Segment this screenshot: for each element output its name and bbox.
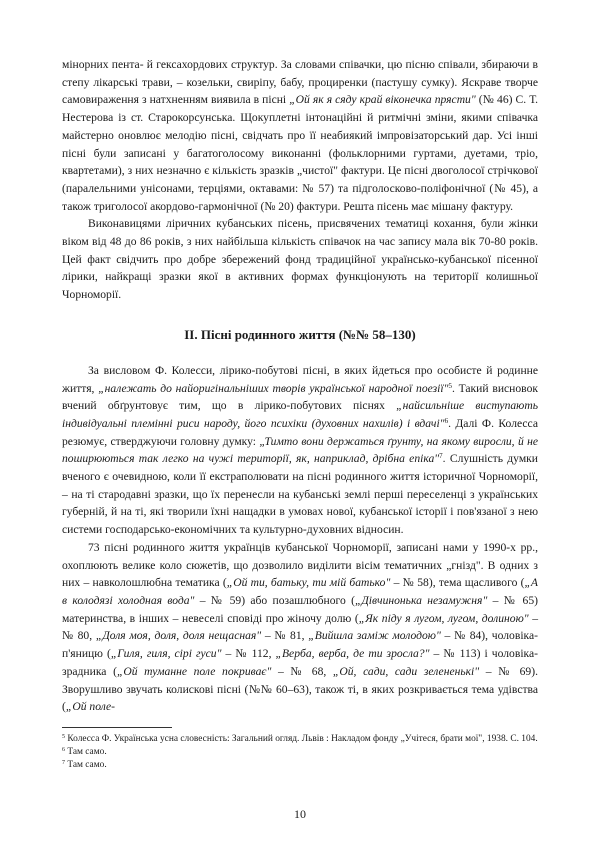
page-number: 10 bbox=[294, 807, 306, 821]
quote: „найсильніше виступають індивідуальні племінні риси народу, його психіки (духовних нахилів) і вдачі" bbox=[62, 399, 538, 430]
section-heading: ІІ. Пісні родинного життя (№№ 58–130) bbox=[184, 326, 416, 342]
text-run: мінорних пента- й гексахордових структур. За словами співачки, цю пісню співали, збираючи в степу лікарські трави, – козельки, свиріпу, бабу, проциренки (пастушу сумку). Яскраве творче самовираження з натхненням виявила в пісні bbox=[62, 58, 538, 107]
song-title: „Як піду я лугом, лугом, долиною" bbox=[358, 611, 529, 625]
footnote-text: Колесса Ф. Українська усна словесність: Загальний огляд. Львів : Накладом фонду „Учітеся, брати мої", 1938. С. 104. bbox=[65, 734, 538, 744]
text-run: – № 68, bbox=[271, 664, 333, 678]
text-run: – № 65) материнства, в інших – невеселі сповіді про жіночу долю ( bbox=[62, 593, 538, 625]
text-run: – № 80, bbox=[62, 611, 538, 643]
paragraph-family-songs bbox=[62, 539, 538, 716]
song-title: „Ой туманне поле покриває" bbox=[116, 664, 272, 678]
song-title: „Дівчинонька незамужня" bbox=[354, 593, 488, 607]
footnote-ref[interactable]: 6 bbox=[444, 416, 449, 425]
text-run: – № 59) або позашлюбного ( bbox=[194, 593, 355, 607]
quote: „Тимто вони держаться ґрунту, на якому виросли, й не поширюються так легко на чужі території, як, наприклад, дрібна епіка" bbox=[62, 434, 538, 466]
text-run: – № 84), чоловіка-п'яницю ( bbox=[62, 629, 539, 661]
song-title: „Гиля, гиля, сірі гуси" bbox=[110, 647, 222, 661]
paragraph-texture bbox=[62, 56, 538, 215]
text-run: – № 81, bbox=[261, 629, 309, 643]
footnote-mark: 5 bbox=[62, 734, 65, 740]
text-run: – № 69). Зворушливо звучать колискові пісні (№№ 60–63), також ті, в яких розкривається тема удівства ( bbox=[62, 664, 538, 714]
text-run: За висловом Ф. Колесси, лірико-побутові пісні, в яких йдеться про особисте й родинне життя, bbox=[62, 363, 538, 395]
song-title: „Вийшла заміж молодою" bbox=[308, 629, 441, 643]
footnote-6 bbox=[62, 746, 538, 759]
song-title: „Ой поле- bbox=[65, 700, 116, 714]
footnote-divider bbox=[62, 727, 172, 728]
song-title: „Ой ти, батьку, ти мій батько" bbox=[226, 576, 391, 590]
song-title: „Ой, сади, сади зелененькі" bbox=[332, 664, 480, 678]
footnote-mark: 7 bbox=[62, 760, 65, 766]
footnote-text: Там само. bbox=[65, 760, 107, 770]
text-run: 73 пісні родинного життя українців кубанської Чорноморії, записані нами у 1990-х рр., охоплюють велике коло сюжетів, що дозволило виділити вісім тематичних „гнізд". В одних з них – навколошлюбна тематика ( bbox=[62, 540, 538, 590]
footnote-5 bbox=[62, 733, 538, 746]
text-run: . Такий висновок вчений обґрунтовує тим, що в лірико-побутових піснях bbox=[62, 381, 539, 413]
text-run: (№ 46) С. Т. Нестерова із ст. Старокорсунська. Щокуплетні інтонаційні й ритмічні зміни, якими співачка майстерно оновлює мелодію пісні, свідчать про її неабиякий імпровізаторський дар. Усі інші пісні були записані у багатоголосому виконанні (фольклорними гуртами, дуетами, тріо, квартетами), з них незначно є кількість зразків „чистої" фактури. Це пісні двоголосої стрічкової (паралельними унісонами, терціями, октавами: № 57) та підголосково-поліфонічної (№ 45), а також триголосої акордово-гармонічної (№ 20) фактури. Решта пісень має мішану фактуру. bbox=[62, 93, 539, 213]
quote: „належать до найоригінальніших творів української народної поезії" bbox=[98, 381, 449, 395]
footnote-ref[interactable]: 5 bbox=[448, 381, 452, 390]
footnote-7 bbox=[62, 759, 538, 772]
text-run: – № 113) і чоловіка-зрадника ( bbox=[62, 647, 539, 678]
song-title: „Доля моя, доля, доля нещасная" bbox=[95, 629, 262, 643]
text-run: – № 112, bbox=[221, 647, 276, 661]
song-title: „А в колодязі холодная вода" bbox=[62, 576, 539, 607]
footnotes bbox=[62, 727, 538, 772]
song-title: „Верба, верба, де ти зросла?" bbox=[275, 647, 430, 661]
song-title: „Ой як я сяду край віконечка прясти" bbox=[289, 93, 476, 107]
footnote-ref[interactable]: 7 bbox=[439, 452, 443, 461]
text-run: . Далі Ф. Колесса резюмує, стверджуючи головну думку: bbox=[62, 416, 538, 448]
footnote-mark: 6 bbox=[62, 747, 65, 753]
paragraph-performers: Виконавицями ліричних кубанських пісень, присвячених тематиці кохання, були жінки віком від 48 до 86 років, з них найбільша кількість співачок на час запису мала вік 70-80 років. Цей факт свідчить про добре збережений фонд традиційної українсько-кубанської пісенної лірики, найкращі зразки якої в активних формах функціонують на території колишньої Чорноморії. bbox=[62, 217, 538, 302]
text-run: – № 58), тема щасливого ( bbox=[390, 576, 525, 590]
footnote-text: Там само. bbox=[65, 747, 107, 757]
text-run: . Слушність думки вченого є очевидною, коли її екстраполювати на пісні родинного життя історичної Чорноморії, – на ті стародавні зразки, що їх перенесли на кубанські землі перші переселенці з українських губерній, й на ті, які творили їхні нащадки в умовах нової, кубанської історії і пов'язаної з нею системи господарсько-економічних та культурно-духовних відносин. bbox=[62, 452, 538, 537]
paragraph-kolessa bbox=[62, 362, 538, 539]
